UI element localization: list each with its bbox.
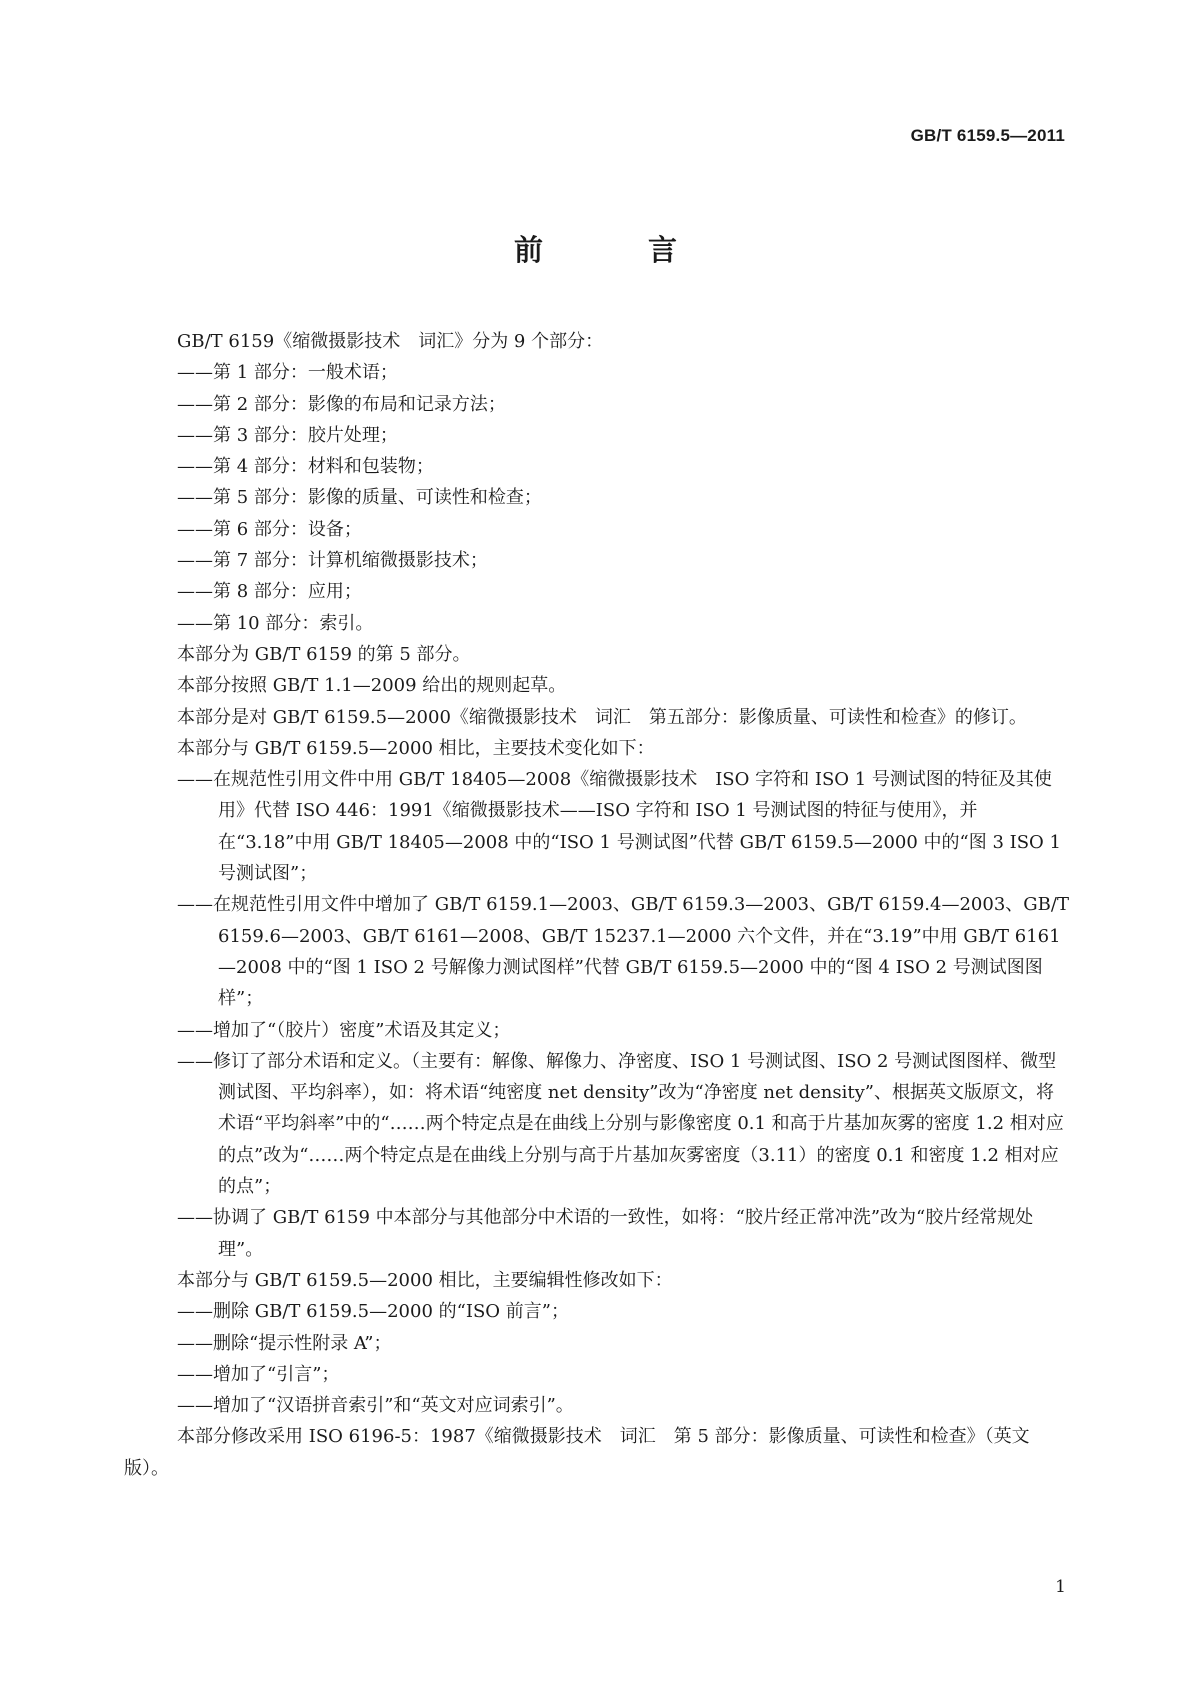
- tech-change-item: ——在规范性引用文件中用 GB/T 18405—2008《缩微摄影技术 ISO 字符和 ISO 1 号测试图的特征及其使用》代替 ISO 446：1991《缩微摄影技术——ISO 字符和 ISO 1 号测试图的特征与使用》，并在“3.18”中用 GB/T 18405—2008 中的“ISO 1 号测试图”代替 GB/T 6159.5—2000 中的“图 3 ISO 1 号测试图”；: [177, 769, 1061, 885]
- edit-changes-intro: 本部分与 GB/T 6159.5—2000 相比，主要编辑性修改如下：: [177, 1269, 673, 1291]
- part-list-item: ——第 8 部分：应用；: [177, 581, 362, 603]
- intro-paragraph: GB/T 6159《缩微摄影技术 词汇》分为 9 个部分：: [177, 331, 604, 352]
- part-list-item: ——第 10 部分：索引。: [177, 612, 374, 634]
- part-list-item: ——第 2 部分：影像的布局和记录方法；: [177, 393, 506, 415]
- edit-change-item: ——增加了“引言”；: [177, 1363, 340, 1385]
- part-of-paragraph: 本部分为 GB/T 6159 的第 5 部分。: [177, 643, 471, 665]
- tech-change-item: ——增加了“（胶片）密度”术语及其定义；: [177, 1019, 511, 1041]
- part-list-item: ——第 6 部分：设备；: [177, 518, 362, 540]
- edit-change-item: ——删除 GB/T 6159.5—2000 的“ISO 前言”；: [177, 1301, 569, 1323]
- edit-change-item: ——删除“提示性附录 A”；: [177, 1332, 392, 1354]
- part-list-item: ——第 1 部分：一般术语；: [177, 362, 398, 384]
- edit-change-item: ——增加了“汉语拼音索引”和“英文对应词索引”。: [177, 1395, 574, 1417]
- page-title: 前 言: [513, 233, 715, 267]
- part-list-item: ——第 7 部分：计算机缩微摄影技术；: [177, 550, 488, 572]
- tech-change-item: ——在规范性引用文件中增加了 GB/T 6159.1—2003、GB/T 6159.3—2003、GB/T 6159.4—2003、GB/T 6159.6—2003、GB/T 6161—2008、GB/T 15237.1—2000 六个文件，并在“3.19”中用 GB/T 6161—2008 中的“图 1 ISO 2 号解像力测试图样”代替 GB/T 6159.5—2000 中的“图 4 ISO 2 号测试图图样”；: [177, 894, 1069, 1010]
- tech-change-item: ——协调了 GB/T 6159 中本部分与其他部分中术语的一致性，如将：“胶片经正常冲洗”改为“胶片经常规处理”。: [177, 1207, 1034, 1260]
- page-number: 1: [1055, 1577, 1066, 1597]
- revision-paragraph: 本部分是对 GB/T 6159.5—2000《缩微摄影技术 词汇 第五部分：影像质量、可读性和检查》的修订。: [177, 706, 1027, 728]
- part-list-item: ——第 5 部分：影像的质量、可读性和检查；: [177, 487, 542, 509]
- tech-changes-intro: 本部分与 GB/T 6159.5—2000 相比，主要技术变化如下：: [177, 737, 655, 759]
- part-list-item: ——第 3 部分：胶片处理；: [177, 424, 398, 446]
- document-body: [124, 326, 1069, 1484]
- part-list-item: ——第 4 部分：材料和包装物；: [177, 456, 434, 478]
- standard-code-header: GB/T 6159.5—2011: [910, 126, 1065, 145]
- drafting-rules-paragraph: 本部分按照 GB/T 1.1—2009 给出的规则起草。: [177, 675, 567, 697]
- tech-change-item: ——修订了部分术语和定义。（主要有：解像、解像力、净密度、ISO 1 号测试图、ISO 2 号测试图图样、微型测试图、平均斜率），如：将术语“纯密度 net density”改为“净密度 net density”、根据英文版原文，将术语“平均斜率”中的“……两个特定点是在曲线上分别与影像密度 0.1 和高于片基加灰雾的密度 1.2 相对应的点”改为“……两个特定点是在曲线上分别与高于片基加灰雾密度（3.11）的密度 0.1 和密度 1.2 相对应的点”；: [177, 1050, 1064, 1198]
- adoption-paragraph: 本部分修改采用 ISO 6196-5：1987《缩微摄影技术 词汇 第 5 部分：影像质量、可读性和检查》（英文版）。: [124, 1426, 1030, 1479]
